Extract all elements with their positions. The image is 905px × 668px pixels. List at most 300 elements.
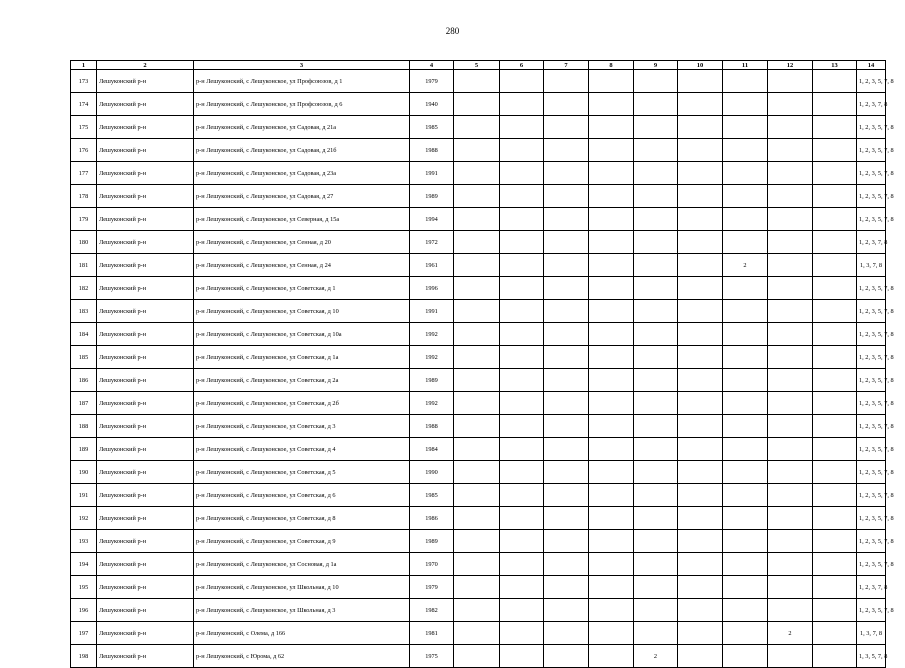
table-cell-col13	[813, 93, 857, 116]
table-cell-col8	[589, 346, 634, 369]
table-cell-col3: р-н Лешуконский, с Лешуконское, ул Советская, д 2б	[194, 392, 410, 415]
table-cell-col5	[454, 162, 500, 185]
table-cell-col4: 1961	[410, 254, 454, 277]
table-cell-col13	[813, 185, 857, 208]
table-cell-col9	[634, 231, 678, 254]
table-cell-col3: р-н Лешуконский, с Лешуконское, ул Советская, д 1	[194, 277, 410, 300]
table-cell-col14: 1, 2, 3, 5, 7, 8	[857, 208, 886, 231]
column-header: 7	[544, 61, 589, 70]
table-cell-col7	[544, 323, 589, 346]
table-cell-col6	[500, 277, 544, 300]
table-cell-col4: 1992	[410, 323, 454, 346]
table-cell-col2: Лешуконский р-н	[97, 461, 194, 484]
table-cell-col1: 194	[71, 553, 97, 576]
table-cell-col6	[500, 622, 544, 645]
table-cell-col2: Лешуконский р-н	[97, 507, 194, 530]
table-cell-col5	[454, 116, 500, 139]
table-cell-col5	[454, 93, 500, 116]
header-row	[71, 61, 886, 70]
table-cell-col14: 1, 3, 7, 8	[857, 622, 886, 645]
table-cell-col3: р-н Лешуконский, с Лешуконское, ул Советская, д 2а	[194, 369, 410, 392]
table-cell-col1: 180	[71, 231, 97, 254]
table-cell-col1: 186	[71, 369, 97, 392]
table-cell-col6	[500, 645, 544, 668]
table-cell-col1: 176	[71, 139, 97, 162]
table-row	[71, 231, 886, 254]
table-cell-col14: 1, 2, 3, 5, 7, 8	[857, 438, 886, 461]
table-cell-col2: Лешуконский р-н	[97, 438, 194, 461]
table-cell-col3: р-н Лешуконский, с Лешуконское, ул Садовая, д 27	[194, 185, 410, 208]
table-cell-col5	[454, 139, 500, 162]
table-cell-col13	[813, 392, 857, 415]
table-cell-col9	[634, 208, 678, 231]
table-cell-col4: 1986	[410, 507, 454, 530]
table-row	[71, 438, 886, 461]
table-cell-col5	[454, 530, 500, 553]
table-cell-col11	[723, 323, 768, 346]
table-cell-col7	[544, 231, 589, 254]
table-cell-col2: Лешуконский р-н	[97, 484, 194, 507]
table-cell-col2: Лешуконский р-н	[97, 277, 194, 300]
table-cell-col1: 182	[71, 277, 97, 300]
table-cell-col6	[500, 208, 544, 231]
table-cell-col10	[678, 622, 723, 645]
table-cell-col14: 1, 2, 3, 5, 7, 8	[857, 392, 886, 415]
table-cell-col3: р-н Лешуконский, с Лешуконское, ул Садовая, д 21а	[194, 116, 410, 139]
table-row	[71, 392, 886, 415]
table-row	[71, 70, 886, 93]
table-row	[71, 300, 886, 323]
table-cell-col4: 1989	[410, 185, 454, 208]
table-cell-col6	[500, 484, 544, 507]
table-cell-col4: 1988	[410, 139, 454, 162]
table-cell-col13	[813, 415, 857, 438]
table-cell-col1: 173	[71, 70, 97, 93]
table-cell-col1: 190	[71, 461, 97, 484]
table-cell-col9	[634, 300, 678, 323]
table-cell-col9	[634, 438, 678, 461]
table-row	[71, 369, 886, 392]
table-cell-col7	[544, 599, 589, 622]
table-cell-col3: р-н Лешуконский, с Лешуконское, ул Садовая, д 23а	[194, 162, 410, 185]
table-cell-col10	[678, 576, 723, 599]
table-cell-col2: Лешуконский р-н	[97, 369, 194, 392]
table-cell-col14: 1, 2, 3, 7, 8	[857, 231, 886, 254]
table-cell-col9	[634, 185, 678, 208]
table-cell-col13	[813, 300, 857, 323]
table-cell-col10	[678, 461, 723, 484]
table-cell-col5	[454, 185, 500, 208]
table-cell-col6	[500, 438, 544, 461]
table-cell-col11	[723, 392, 768, 415]
table-cell-col1: 179	[71, 208, 97, 231]
table-cell-col6	[500, 530, 544, 553]
table-cell-col3: р-н Лешуконский, с Лешуконское, ул Школьная, д 3	[194, 599, 410, 622]
table-cell-col8	[589, 530, 634, 553]
table-cell-col14: 1, 2, 3, 5, 7, 8	[857, 553, 886, 576]
table-row	[71, 162, 886, 185]
table-cell-col12	[768, 323, 813, 346]
table-cell-col7	[544, 530, 589, 553]
table-cell-col12	[768, 530, 813, 553]
table-cell-col12	[768, 139, 813, 162]
table-cell-col11	[723, 553, 768, 576]
table-cell-col5	[454, 576, 500, 599]
table-row	[71, 323, 886, 346]
table-cell-col5	[454, 277, 500, 300]
table-cell-col7	[544, 392, 589, 415]
table-cell-col9	[634, 599, 678, 622]
table-cell-col6	[500, 392, 544, 415]
table-cell-col2: Лешуконский р-н	[97, 599, 194, 622]
table-cell-col6	[500, 576, 544, 599]
table-cell-col9	[634, 507, 678, 530]
table-row	[71, 208, 886, 231]
table-cell-col13	[813, 438, 857, 461]
table-cell-col9	[634, 622, 678, 645]
table-cell-col11	[723, 139, 768, 162]
table-cell-col6	[500, 254, 544, 277]
table-cell-col12: 2	[768, 622, 813, 645]
table-cell-col2: Лешуконский р-н	[97, 93, 194, 116]
register-table	[70, 60, 894, 668]
table-cell-col3: р-н Лешуконский, с Олема, д 166	[194, 622, 410, 645]
table-cell-col3: р-н Лешуконский, с Лешуконское, ул Советская, д 8	[194, 507, 410, 530]
table-cell-col11	[723, 484, 768, 507]
table-cell-col11	[723, 461, 768, 484]
table-cell-col14: 1, 2, 3, 5, 7, 8	[857, 300, 886, 323]
table-cell-col8	[589, 622, 634, 645]
table-cell-col14: 1, 2, 3, 5, 7, 8	[857, 346, 886, 369]
table-cell-col9	[634, 70, 678, 93]
table-cell-col3: р-н Лешуконский, с Лешуконское, ул Советская, д 3	[194, 415, 410, 438]
table-cell-col7	[544, 507, 589, 530]
table-cell-col2: Лешуконский р-н	[97, 530, 194, 553]
table-cell-col9	[634, 346, 678, 369]
table-cell-col8	[589, 277, 634, 300]
table-cell-col1: 189	[71, 438, 97, 461]
table-cell-col10	[678, 70, 723, 93]
table-cell-col3: р-н Лешуконский, с Лешуконское, ул Советская, д 10	[194, 300, 410, 323]
table-cell-col9	[634, 392, 678, 415]
table-cell-col3: р-н Лешуконский, с Лешуконское, ул Профсоюзов, д 6	[194, 93, 410, 116]
column-header: 5	[454, 61, 500, 70]
table-cell-col1: 184	[71, 323, 97, 346]
table-cell-col10	[678, 277, 723, 300]
column-header: 4	[410, 61, 454, 70]
table-cell-col8	[589, 93, 634, 116]
table-cell-col11	[723, 346, 768, 369]
table-cell-col3: р-н Лешуконский, с Юрома, д 62	[194, 645, 410, 668]
table-cell-col12	[768, 392, 813, 415]
table-cell-col5	[454, 622, 500, 645]
table-cell-col13	[813, 208, 857, 231]
column-header: 13	[813, 61, 857, 70]
table-cell-col3: р-н Лешуконский, с Лешуконское, ул Советская, д 4	[194, 438, 410, 461]
table-cell-col7	[544, 300, 589, 323]
table-cell-col3: р-н Лешуконский, с Лешуконское, ул Сосновая, д 1а	[194, 553, 410, 576]
table-cell-col12	[768, 162, 813, 185]
table-cell-col13	[813, 346, 857, 369]
table-cell-col11	[723, 645, 768, 668]
table-cell-col14: 1, 2, 3, 5, 7, 8	[857, 277, 886, 300]
table-cell-col12	[768, 553, 813, 576]
table-cell-col8	[589, 576, 634, 599]
table-cell-col12	[768, 93, 813, 116]
column-header: 9	[634, 61, 678, 70]
table-cell-col14: 1, 2, 3, 5, 7, 8	[857, 415, 886, 438]
table-cell-col5	[454, 645, 500, 668]
table-cell-col1: 185	[71, 346, 97, 369]
column-header: 1	[71, 61, 97, 70]
table-cell-col11	[723, 599, 768, 622]
table-cell-col11	[723, 277, 768, 300]
table-cell-col7	[544, 185, 589, 208]
table-cell-col2: Лешуконский р-н	[97, 553, 194, 576]
table-cell-col4: 1991	[410, 300, 454, 323]
table-cell-col10	[678, 346, 723, 369]
table-cell-col14: 1, 2, 3, 5, 7, 8	[857, 185, 886, 208]
table-cell-col9	[634, 484, 678, 507]
table-cell-col13	[813, 461, 857, 484]
table-cell-col4: 1992	[410, 346, 454, 369]
table-cell-col3: р-н Лешуконский, с Лешуконское, ул Школьная, д 10	[194, 576, 410, 599]
table-cell-col1: 183	[71, 300, 97, 323]
table-cell-col13	[813, 116, 857, 139]
table-cell-col11	[723, 70, 768, 93]
table-cell-col8	[589, 139, 634, 162]
table-row	[71, 576, 886, 599]
table-cell-col9	[634, 162, 678, 185]
table-cell-col12	[768, 185, 813, 208]
table-cell-col10	[678, 438, 723, 461]
table-cell-col4: 1990	[410, 461, 454, 484]
table-cell-col1: 192	[71, 507, 97, 530]
table-cell-col12	[768, 576, 813, 599]
table-cell-col12	[768, 369, 813, 392]
column-header: 12	[768, 61, 813, 70]
table-cell-col6	[500, 300, 544, 323]
column-header: 11	[723, 61, 768, 70]
table-cell-col12	[768, 231, 813, 254]
table-cell-col2: Лешуконский р-н	[97, 185, 194, 208]
page-number: 280	[445, 26, 460, 36]
table-cell-col11	[723, 622, 768, 645]
table-cell-col2: Лешуконский р-н	[97, 116, 194, 139]
table-cell-col7	[544, 622, 589, 645]
table-cell-col12	[768, 277, 813, 300]
table-cell-col8	[589, 116, 634, 139]
table-cell-col7	[544, 369, 589, 392]
table-cell-col7	[544, 254, 589, 277]
table-cell-col2: Лешуконский р-н	[97, 576, 194, 599]
table-cell-col8	[589, 484, 634, 507]
table-cell-col12	[768, 415, 813, 438]
table-cell-col1: 181	[71, 254, 97, 277]
table-cell-col6	[500, 346, 544, 369]
table-cell-col1: 193	[71, 530, 97, 553]
table-cell-col4: 1985	[410, 484, 454, 507]
table-cell-col11	[723, 116, 768, 139]
table-cell-col10	[678, 530, 723, 553]
table-cell-col5	[454, 346, 500, 369]
table-cell-col13	[813, 277, 857, 300]
table-cell-col10	[678, 139, 723, 162]
table-cell-col9	[634, 576, 678, 599]
table-cell-col1: 196	[71, 599, 97, 622]
table-cell-col5	[454, 208, 500, 231]
table-cell-col14: 1, 2, 3, 5, 7, 8	[857, 369, 886, 392]
table-cell-col2: Лешуконский р-н	[97, 323, 194, 346]
table-row	[71, 553, 886, 576]
table-cell-col3: р-н Лешуконский, с Лешуконское, ул Советская, д 5	[194, 461, 410, 484]
table-cell-col14: 1, 2, 3, 5, 7, 8	[857, 116, 886, 139]
table-cell-col12	[768, 70, 813, 93]
table-row	[71, 507, 886, 530]
table-cell-col8	[589, 599, 634, 622]
table-cell-col14: 1, 2, 3, 5, 7, 8	[857, 461, 886, 484]
table-cell-col4: 1996	[410, 277, 454, 300]
table-cell-col13	[813, 162, 857, 185]
table-cell-col2: Лешуконский р-н	[97, 208, 194, 231]
table-cell-col12	[768, 208, 813, 231]
table-row	[71, 530, 886, 553]
table-cell-col14: 1, 2, 3, 5, 7, 8	[857, 484, 886, 507]
table-cell-col1: 191	[71, 484, 97, 507]
table-cell-col10	[678, 507, 723, 530]
table-cell-col5	[454, 323, 500, 346]
table-cell-col8	[589, 231, 634, 254]
table-cell-col5	[454, 553, 500, 576]
table-cell-col10	[678, 484, 723, 507]
table-cell-col14: 1, 3, 5, 7, 8	[857, 645, 886, 668]
table-cell-col10	[678, 323, 723, 346]
table-cell-col9	[634, 553, 678, 576]
table-cell-col11	[723, 231, 768, 254]
table-cell-col2: Лешуконский р-н	[97, 392, 194, 415]
table-cell-col7	[544, 208, 589, 231]
table-cell-col3: р-н Лешуконский, с Лешуконское, ул Сенная, д 24	[194, 254, 410, 277]
table-cell-col7	[544, 553, 589, 576]
column-header: 3	[194, 61, 410, 70]
table-cell-col3: р-н Лешуконский, с Лешуконское, ул Советская, д 9	[194, 530, 410, 553]
table-cell-col7	[544, 415, 589, 438]
table-cell-col4: 1979	[410, 70, 454, 93]
table-cell-col14: 1, 2, 3, 7, 8	[857, 576, 886, 599]
table-cell-col10	[678, 254, 723, 277]
table-cell-col1: 198	[71, 645, 97, 668]
table-cell-col4: 1979	[410, 576, 454, 599]
table-cell-col12	[768, 484, 813, 507]
table-cell-col6	[500, 369, 544, 392]
table-cell-col2: Лешуконский р-н	[97, 346, 194, 369]
table-cell-col7	[544, 93, 589, 116]
table-cell-col14: 1, 2, 3, 7, 8	[857, 93, 886, 116]
table-cell-col11	[723, 185, 768, 208]
table-cell-col14: 1, 2, 3, 5, 7, 8	[857, 599, 886, 622]
table-cell-col14: 1, 3, 7, 8	[857, 254, 886, 277]
table-cell-col11	[723, 507, 768, 530]
table-cell-col7	[544, 277, 589, 300]
table-cell-col5	[454, 507, 500, 530]
table-cell-col7	[544, 461, 589, 484]
table-cell-col11	[723, 438, 768, 461]
column-header: 14	[857, 61, 886, 70]
table-cell-col8	[589, 323, 634, 346]
table-cell-col5	[454, 484, 500, 507]
table-cell-col14: 1, 2, 3, 5, 7, 8	[857, 139, 886, 162]
table-cell-col14: 1, 2, 3, 5, 7, 8	[857, 507, 886, 530]
table-cell-col5	[454, 300, 500, 323]
table-cell-col4: 1982	[410, 599, 454, 622]
table-cell-col9	[634, 323, 678, 346]
table-cell-col8	[589, 461, 634, 484]
table-cell-col7	[544, 162, 589, 185]
table-cell-col10	[678, 231, 723, 254]
table-cell-col11	[723, 300, 768, 323]
table-cell-col1: 175	[71, 116, 97, 139]
table-cell-col10	[678, 553, 723, 576]
table-row	[71, 139, 886, 162]
table-cell-col8	[589, 162, 634, 185]
table-row	[71, 461, 886, 484]
table-cell-col2: Лешуконский р-н	[97, 622, 194, 645]
table-cell-col6	[500, 93, 544, 116]
table-cell-col4: 1940	[410, 93, 454, 116]
table-row	[71, 116, 886, 139]
table-cell-col10	[678, 162, 723, 185]
table-cell-col4: 1981	[410, 622, 454, 645]
table-cell-col3: р-н Лешуконский, с Лешуконское, ул Сенная, д 20	[194, 231, 410, 254]
table-cell-col3: р-н Лешуконский, с Лешуконское, ул Северная, д 15а	[194, 208, 410, 231]
table-cell-col6	[500, 323, 544, 346]
table-cell-col1: 195	[71, 576, 97, 599]
table-cell-col5	[454, 369, 500, 392]
table-cell-col13	[813, 553, 857, 576]
table-cell-col6	[500, 231, 544, 254]
table-cell-col13	[813, 484, 857, 507]
table-row	[71, 645, 886, 668]
table-cell-col4: 1988	[410, 415, 454, 438]
table-cell-col12	[768, 346, 813, 369]
table-cell-col4: 1985	[410, 116, 454, 139]
table-cell-col8	[589, 507, 634, 530]
table-cell-col13	[813, 530, 857, 553]
table-cell-col5	[454, 599, 500, 622]
column-header: 6	[500, 61, 544, 70]
table-cell-col13	[813, 507, 857, 530]
table-cell-col14: 1, 2, 3, 5, 7, 8	[857, 162, 886, 185]
table-cell-col11	[723, 415, 768, 438]
table-cell-col4: 1989	[410, 530, 454, 553]
table-row	[71, 599, 886, 622]
table-row	[71, 346, 886, 369]
table-cell-col12	[768, 461, 813, 484]
table-cell-col6	[500, 139, 544, 162]
table-cell-col2: Лешуконский р-н	[97, 70, 194, 93]
table-cell-col7	[544, 438, 589, 461]
table-cell-col14: 1, 2, 3, 5, 7, 8	[857, 70, 886, 93]
table-cell-col3: р-н Лешуконский, с Лешуконское, ул Советская, д 1а	[194, 346, 410, 369]
table-cell-col13	[813, 139, 857, 162]
table-cell-col6	[500, 116, 544, 139]
table-cell-col8	[589, 415, 634, 438]
table-cell-col11	[723, 530, 768, 553]
table-cell-col8	[589, 185, 634, 208]
table-cell-col5	[454, 461, 500, 484]
table-cell-col12	[768, 254, 813, 277]
table-cell-col7	[544, 576, 589, 599]
